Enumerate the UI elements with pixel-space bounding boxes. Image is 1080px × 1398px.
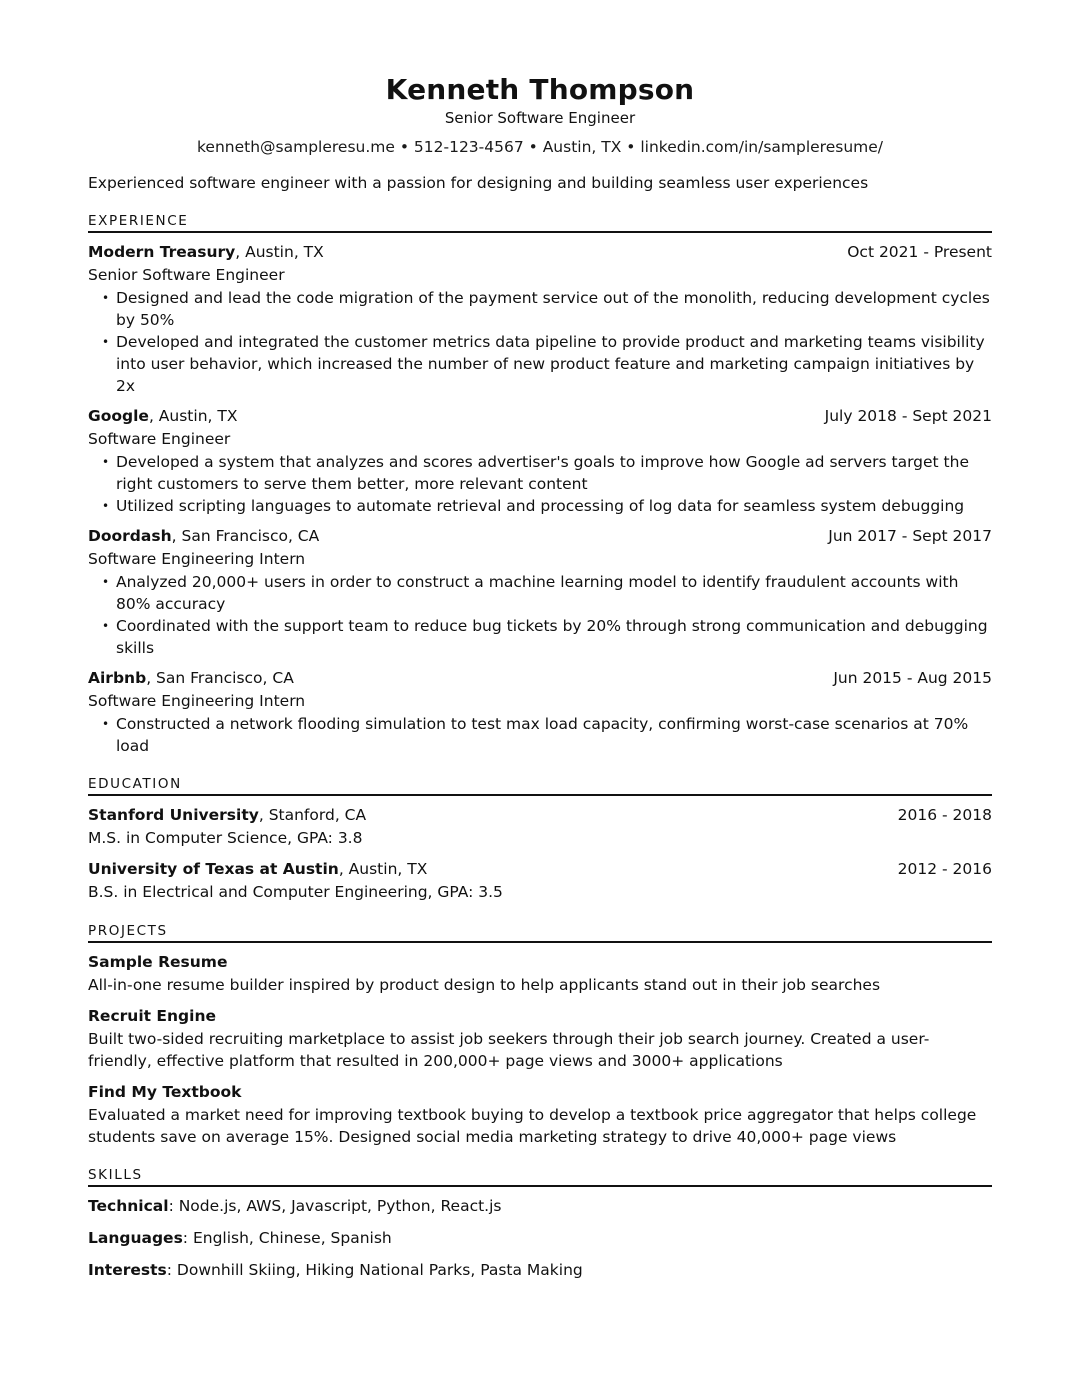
entry-location: , Stanford, CA bbox=[258, 806, 367, 824]
entry-org: University of Texas at Austin bbox=[88, 860, 339, 878]
project-entry bbox=[88, 1081, 992, 1148]
project-name: Recruit Engine bbox=[88, 1007, 217, 1025]
bullet-item: • Utilized scripting languages to automate retrieval and processing of log data for seamless system debugging bbox=[116, 495, 992, 517]
entry-role: Software Engineering Intern bbox=[88, 692, 306, 710]
bullet-item: • Analyzed 20,000+ users in order to construct a machine learning model to identify fraudulent accounts with 80% accuracy bbox=[116, 571, 992, 615]
entry-heading bbox=[88, 804, 366, 827]
entry-heading bbox=[88, 405, 237, 428]
entry-role: Senior Software Engineer bbox=[88, 266, 285, 284]
entry-degree: B.S. in Electrical and Computer Engineering, GPA: 3.5 bbox=[88, 883, 503, 901]
bullet-item: • Designed and lead the code migration of the payment service out of the monolith, reducing development cycles by 50% bbox=[116, 287, 992, 331]
summary: Experienced software engineer with a passion for designing and building seamless user experiences bbox=[88, 174, 869, 192]
section-title-projects: PROJECTS bbox=[88, 922, 992, 943]
skill-label: Languages bbox=[88, 1229, 183, 1247]
education-entry bbox=[88, 804, 992, 850]
skill-row-interests bbox=[88, 1259, 992, 1281]
skill-label: Interests bbox=[88, 1261, 167, 1279]
project-description: All-in-one resume builder inspired by product design to help applicants stand out in their job searches bbox=[88, 976, 881, 994]
skill-value: : Node.js, AWS, Javascript, Python, React.js bbox=[168, 1197, 502, 1215]
entry-location: , Austin, TX bbox=[235, 243, 324, 261]
skill-label: Technical bbox=[88, 1197, 169, 1215]
project-entry bbox=[88, 1005, 992, 1072]
entry-dates: 2016 - 2018 bbox=[897, 806, 992, 824]
entry-dates: Jun 2015 - Aug 2015 bbox=[833, 669, 992, 687]
section-title-skills: SKILLS bbox=[88, 1166, 992, 1187]
projects-section bbox=[88, 922, 992, 1148]
bullet-list bbox=[88, 713, 992, 757]
entry-role: Software Engineer bbox=[88, 430, 231, 448]
entry-location: , San Francisco, CA bbox=[171, 527, 320, 545]
entry-location: , Austin, TX bbox=[148, 407, 238, 425]
contact-line: kenneth@sampleresu.me • 512-123-4567 • Austin, TX • linkedin.com/in/sampleresume/ bbox=[196, 138, 884, 156]
experience-entry bbox=[88, 525, 992, 659]
entry-dates: Oct 2021 - Present bbox=[847, 243, 992, 261]
experience-entry bbox=[88, 667, 992, 757]
experience-entry bbox=[88, 405, 992, 517]
entry-heading bbox=[88, 241, 324, 264]
entry-degree: M.S. in Computer Science, GPA: 3.8 bbox=[88, 829, 363, 847]
bullet-item: • Developed and integrated the customer metrics data pipeline to provide product and marketing teams visibility into user behavior, which increased the number of new product feature and marketing campaign initiatives by 2x bbox=[116, 331, 992, 397]
skill-row-technical bbox=[88, 1195, 992, 1217]
bullet-item: • Constructed a network flooding simulation to test max load capacity, confirming worst-case scenarios at 70% load bbox=[116, 713, 992, 757]
skill-value: : Downhill Skiing, Hiking National Parks, Pasta Making bbox=[166, 1261, 583, 1279]
skills-section bbox=[88, 1166, 992, 1281]
bullet-list bbox=[88, 451, 992, 517]
section-title-education: EDUCATION bbox=[88, 775, 992, 796]
entry-dates: July 2018 - Sept 2021 bbox=[824, 407, 992, 425]
experience-entry bbox=[88, 241, 992, 397]
experience-section bbox=[88, 212, 992, 757]
project-entry bbox=[88, 951, 992, 996]
bullet-list bbox=[88, 571, 992, 659]
entry-role: Software Engineering Intern bbox=[88, 550, 306, 568]
project-description: Evaluated a market need for improving textbook buying to develop a textbook price aggregator that helps college students save on average 15%. Designed social media marketing strategy to drive 40,000+ page views bbox=[88, 1106, 977, 1146]
project-name: Find My Textbook bbox=[88, 1083, 242, 1101]
entry-heading bbox=[88, 525, 319, 548]
entry-dates: 2012 - 2016 bbox=[897, 860, 992, 878]
skill-value: : English, Chinese, Spanish bbox=[182, 1229, 392, 1247]
skill-row-languages bbox=[88, 1227, 992, 1249]
candidate-headline: Senior Software Engineer bbox=[444, 109, 636, 127]
entry-org: Doordash bbox=[88, 527, 172, 545]
education-section bbox=[88, 775, 992, 904]
entry-org: Airbnb bbox=[88, 669, 147, 687]
resume-header bbox=[88, 72, 992, 158]
candidate-name: Kenneth Thompson bbox=[385, 73, 695, 106]
bullet-item: • Coordinated with the support team to reduce bug tickets by 20% through strong communication and debugging skills bbox=[116, 615, 992, 659]
entry-location: , Austin, TX bbox=[338, 860, 428, 878]
bullet-list bbox=[88, 287, 992, 397]
entry-org: Modern Treasury bbox=[88, 243, 236, 261]
entry-location: , San Francisco, CA bbox=[146, 669, 294, 687]
entry-org: Google bbox=[88, 407, 149, 425]
bullet-item: • Developed a system that analyzes and scores advertiser's goals to improve how Google ad servers target the right customers to serve them better, more relevant content bbox=[116, 451, 992, 495]
education-entry bbox=[88, 858, 992, 904]
entry-dates: Jun 2017 - Sept 2017 bbox=[828, 527, 992, 545]
entry-heading bbox=[88, 858, 427, 881]
project-description: Built two-sided recruiting marketplace to assist job seekers through their job search journey. Created a user-friendly, effective platform that resulted in 200,000+ page views and 3000+ applications bbox=[88, 1030, 930, 1070]
project-name: Sample Resume bbox=[88, 953, 228, 971]
entry-heading bbox=[88, 667, 294, 690]
section-title-experience: EXPERIENCE bbox=[88, 212, 992, 233]
entry-org: Stanford University bbox=[88, 806, 259, 824]
